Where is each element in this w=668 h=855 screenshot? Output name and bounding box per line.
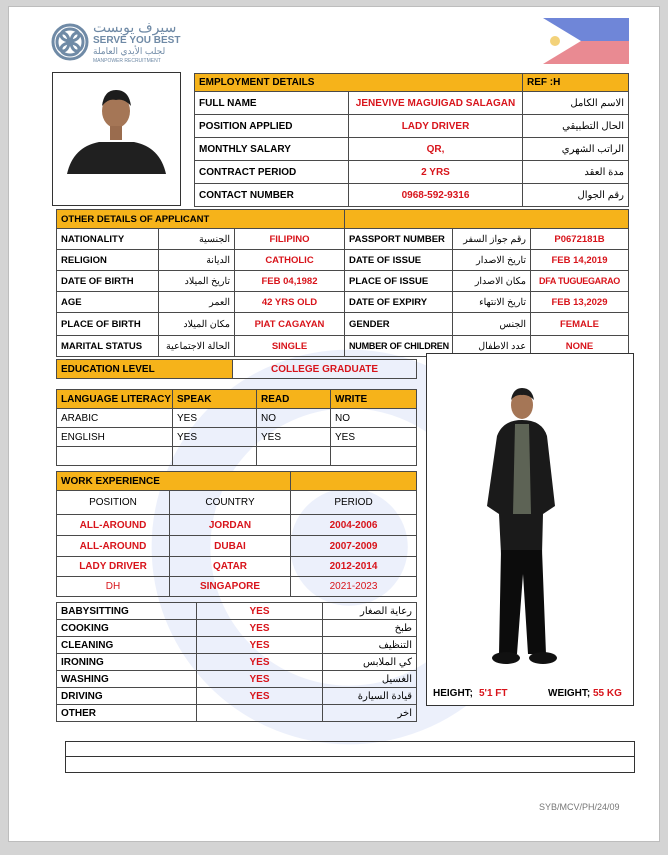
- number-of-children-arabic: عدد الاطفال: [453, 336, 531, 357]
- language-write: NO: [331, 409, 417, 428]
- country-column-header: COUNTRY: [170, 491, 291, 515]
- date-of-expiry-value: FEB 13,2029: [531, 292, 629, 313]
- language-read: [257, 447, 331, 466]
- language-read: YES: [257, 428, 331, 447]
- full-name-label: FULL NAME: [195, 92, 349, 115]
- logo-tagline: MANPOWER RECRUITMENT: [93, 58, 161, 64]
- place-of-issue-arabic: مكان الاصدار: [453, 271, 531, 292]
- gender-value: FEMALE: [531, 313, 629, 336]
- skill-label: OTHER: [57, 705, 197, 722]
- place-of-issue-value: DFA TUGUEGARAO: [531, 271, 629, 292]
- remarks-box: [65, 741, 635, 773]
- skill-value: YES: [197, 654, 323, 671]
- language-write: [331, 447, 417, 466]
- date-of-expiry-arabic: تاريخ الانتهاء: [453, 292, 531, 313]
- language-name: ARABIC: [57, 409, 173, 428]
- date-of-issue-label: DATE OF ISSUE: [345, 250, 453, 271]
- position-applied-value: LADY DRIVER: [349, 115, 523, 138]
- work-experience-header-blank: [291, 472, 417, 491]
- period-column-header: PERIOD: [291, 491, 417, 515]
- write-header: WRITE: [331, 390, 417, 409]
- education-label: EDUCATION LEVEL: [57, 360, 233, 379]
- work-country: SINGAPORE: [170, 577, 291, 597]
- work-country: DUBAI: [170, 536, 291, 557]
- skill-arabic: اخر: [323, 705, 417, 722]
- height-label: HEIGHT;: [433, 688, 473, 699]
- other-details-table: [56, 209, 629, 357]
- skill-arabic: التنظيف: [323, 637, 417, 654]
- skill-arabic: كي الملابس: [323, 654, 417, 671]
- work-position: LADY DRIVER: [57, 557, 170, 577]
- work-experience-header: WORK EXPERIENCE: [57, 472, 291, 491]
- contact-number-arabic: رقم الجوال: [523, 184, 629, 207]
- monthly-salary-arabic: الراتب الشهري: [523, 138, 629, 161]
- skill-arabic: قيادة السيارة: [323, 688, 417, 705]
- language-table: [56, 389, 417, 466]
- date-of-birth-arabic: تاريخ الميلاد: [159, 271, 235, 292]
- weight-label: WEIGHT;: [548, 688, 591, 699]
- logo-knot-icon: [49, 21, 91, 63]
- age-label: AGE: [57, 292, 159, 313]
- height-value: 5'1 FT: [479, 688, 508, 699]
- nationality-arabic: الجنسية: [159, 229, 235, 250]
- age-arabic: العمر: [159, 292, 235, 313]
- full-name-value: JENEVIVE MAGUIGAD SALAGAN: [349, 92, 523, 115]
- contract-period-value: 2 YRS: [349, 161, 523, 184]
- gender-arabic: الجنس: [453, 313, 531, 336]
- number-of-children-value: NONE: [531, 336, 629, 357]
- work-position: ALL-AROUND: [57, 515, 170, 536]
- position-applied-arabic: الحال التطبيقي: [523, 115, 629, 138]
- position-applied-label: POSITION APPLIED: [195, 115, 349, 138]
- work-position: DH: [57, 577, 170, 597]
- logo-name: SERVE YOU BEST: [93, 35, 181, 46]
- language-write: YES: [331, 428, 417, 447]
- work-period: 2004-2006: [291, 515, 417, 536]
- date-of-birth-label: DATE OF BIRTH: [57, 271, 159, 292]
- skill-label: BABYSITTING: [57, 603, 197, 620]
- education-value: COLLEGE GRADUATE: [233, 360, 417, 379]
- work-country: QATAR: [170, 557, 291, 577]
- marital-status-value: SINGLE: [235, 336, 345, 357]
- education-table: [56, 359, 417, 379]
- place-of-birth-label: PLACE OF BIRTH: [57, 313, 159, 336]
- skills-table: [56, 602, 417, 722]
- skill-label: WASHING: [57, 671, 197, 688]
- contract-period-arabic: مدة العقد: [523, 161, 629, 184]
- language-speak: [173, 447, 257, 466]
- age-value: 42 YRS OLD: [235, 292, 345, 313]
- contract-period-label: CONTRACT PERIOD: [195, 161, 349, 184]
- applicant-full-body-photo: [426, 353, 634, 706]
- work-country: JORDAN: [170, 515, 291, 536]
- skill-arabic: الغسيل: [323, 671, 417, 688]
- contact-number-label: CONTACT NUMBER: [195, 184, 349, 207]
- applicant-head-photo: [52, 72, 181, 206]
- skill-value: YES: [197, 671, 323, 688]
- remarks-line: [66, 742, 634, 757]
- place-of-birth-arabic: مكان الميلاد: [159, 313, 235, 336]
- employment-details-table: [194, 73, 629, 207]
- date-of-expiry-label: DATE OF EXPIRY: [345, 292, 453, 313]
- language-speak: YES: [173, 409, 257, 428]
- position-column-header: POSITION: [57, 491, 170, 515]
- logo-arabic: سيرف يوبست: [93, 19, 177, 35]
- monthly-salary-value: QR,: [349, 138, 523, 161]
- date-of-issue-value: FEB 14,2019: [531, 250, 629, 271]
- skill-label: IRONING: [57, 654, 197, 671]
- language-name: ENGLISH: [57, 428, 173, 447]
- religion-label: RELIGION: [57, 250, 159, 271]
- other-details-header: OTHER DETAILS OF APPLICANT: [57, 210, 345, 229]
- number-of-children-label: NUMBER OF CHILDREN: [345, 336, 453, 357]
- language-name: [57, 447, 173, 466]
- footer-code: SYB/MCV/PH/24/09: [539, 802, 620, 812]
- marital-status-label: MARITAL STATUS: [57, 336, 159, 357]
- work-experience-table: [56, 471, 417, 597]
- work-position: ALL-AROUND: [57, 536, 170, 557]
- other-details-header-blank: [345, 210, 629, 229]
- date-of-birth-value: FEB 04,1982: [235, 271, 345, 292]
- skill-label: COOKING: [57, 620, 197, 637]
- gender-label: GENDER: [345, 313, 453, 336]
- passport-number-arabic: رقم جواز السفر: [453, 229, 531, 250]
- skill-label: CLEANING: [57, 637, 197, 654]
- speak-header: SPEAK: [173, 390, 257, 409]
- monthly-salary-label: MONTHLY SALARY: [195, 138, 349, 161]
- weight-value: 55 KG: [593, 688, 622, 699]
- ref-label: REF :H: [523, 74, 629, 92]
- language-read: NO: [257, 409, 331, 428]
- passport-number-value: P0672181B: [531, 229, 629, 250]
- language-header: LANGUAGE LITERACY: [57, 390, 173, 409]
- date-of-issue-arabic: تاريخ الاصدار: [453, 250, 531, 271]
- skill-label: DRIVING: [57, 688, 197, 705]
- nationality-label: NATIONALITY: [57, 229, 159, 250]
- work-period: 2007-2009: [291, 536, 417, 557]
- employment-header: EMPLOYMENT DETAILS: [195, 74, 523, 92]
- skill-value: YES: [197, 603, 323, 620]
- read-header: READ: [257, 390, 331, 409]
- company-logo: [49, 19, 199, 69]
- language-speak: YES: [173, 428, 257, 447]
- religion-value: CATHOLIC: [235, 250, 345, 271]
- skill-value: [197, 705, 323, 722]
- place-of-issue-label: PLACE OF ISSUE: [345, 271, 453, 292]
- full-name-arabic: الاسم الكامل: [523, 92, 629, 115]
- skill-arabic: طبخ: [323, 620, 417, 637]
- nationality-value: FILIPINO: [235, 229, 345, 250]
- logo-arabic-sub: لجلب الأيدي العاملة: [93, 46, 166, 56]
- skill-value: YES: [197, 688, 323, 705]
- place-of-birth-value: PIAT CAGAYAN: [235, 313, 345, 336]
- skill-arabic: رعاية الصغار: [323, 603, 417, 620]
- cv-page: [8, 6, 660, 842]
- contact-number-value: 0968-592-9316: [349, 184, 523, 207]
- work-period: 2012-2014: [291, 557, 417, 577]
- philippine-flag-icon: [543, 18, 629, 64]
- work-period: 2021-2023: [291, 577, 417, 597]
- skill-value: YES: [197, 620, 323, 637]
- religion-arabic: الديانة: [159, 250, 235, 271]
- marital-status-arabic: الحالة الاجتماعية: [159, 336, 235, 357]
- skill-value: YES: [197, 637, 323, 654]
- passport-number-label: PASSPORT NUMBER: [345, 229, 453, 250]
